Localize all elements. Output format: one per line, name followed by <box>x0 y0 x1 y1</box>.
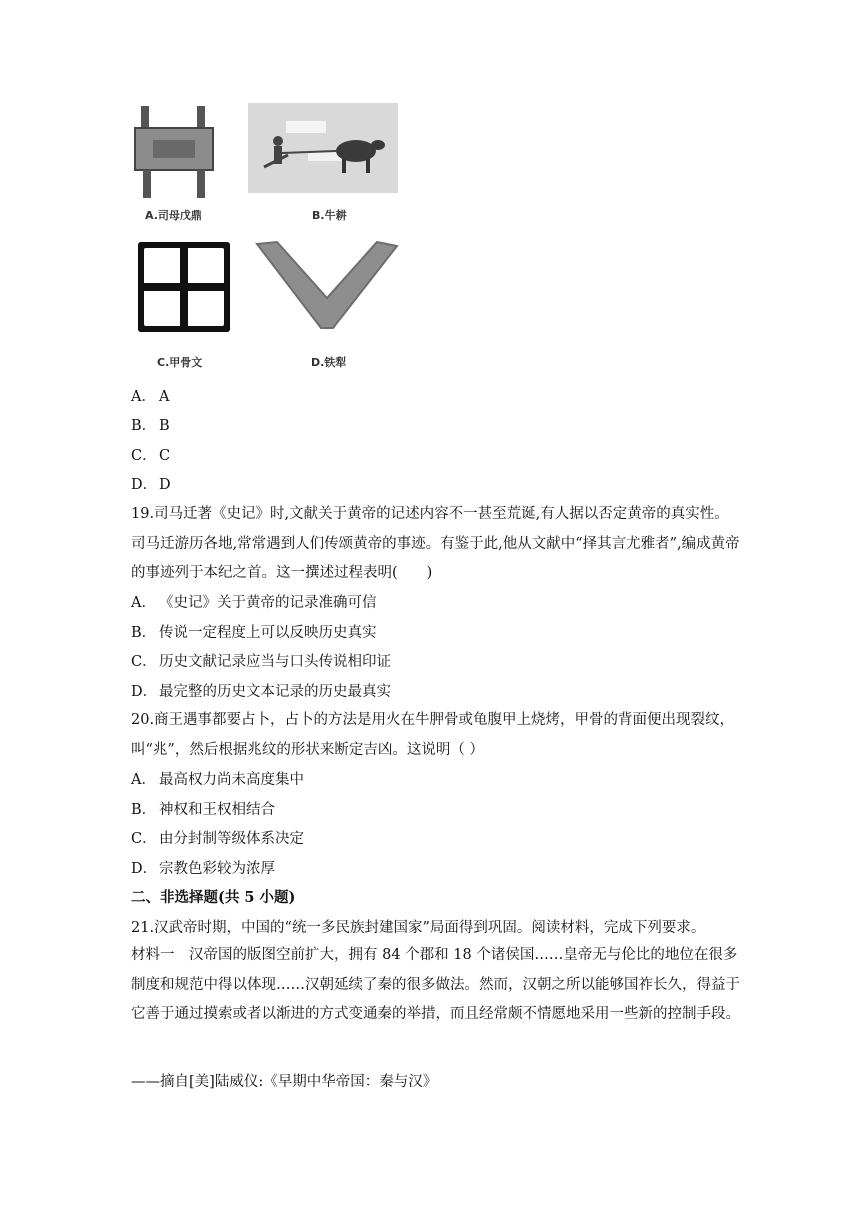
q19-option-d[interactable] <box>131 682 391 702</box>
option-letter: D． <box>131 684 158 700</box>
option-letter: B． <box>131 625 157 641</box>
q20-option-d[interactable] <box>131 859 275 879</box>
q20-stem: 20.商王遇事都要占卜，占卜的方法是用火在牛胛骨或龟腹甲上烧烤，甲骨的背面便出现裂纹，叫“兆”，然后根据兆纹的形状来断定吉凶。这说明（ ） <box>131 712 735 758</box>
section-title: 二、非选择题(共 5 小题) <box>131 889 296 906</box>
ox-plough-image <box>248 103 398 193</box>
oracle-bone-script-image <box>138 242 230 332</box>
q19-option-c[interactable] <box>131 652 391 672</box>
q21-stem: 21.汉武帝时期，中国的“统一多民族封建国家”局面得到巩固。阅读材料，完成下列要求。 <box>131 920 706 936</box>
option-letter: C． <box>131 654 157 670</box>
figure-d-caption: D.铁犁 <box>311 356 347 369</box>
option-text: D <box>159 477 171 493</box>
q19-option-b[interactable] <box>131 623 377 643</box>
q18-option-a[interactable] <box>131 387 169 407</box>
option-letter: B． <box>131 802 157 818</box>
bronze-ding-image <box>133 104 215 200</box>
option-text: 历史文献记录应当与口头传说相印证 <box>159 654 391 670</box>
option-letter: D． <box>131 861 158 877</box>
q19-stem: 19.司马迁著《史记》时,文献关于黄帝的记述内容不一甚至荒诞,有人据以否定黄帝的真实性。司马迁游历各地,常常遇到人们传颂黄帝的事迹。有鉴于此,他从文献中“择其言尤雅者”,编成黄帝的事迹列于本纪之首。这一撰述过程表明( ) <box>131 506 740 581</box>
option-letter: D． <box>131 477 158 493</box>
option-letter: A． <box>131 595 156 611</box>
q20-option-b[interactable] <box>131 800 275 820</box>
option-letter: A． <box>131 772 156 788</box>
q20-option-c[interactable] <box>131 829 304 849</box>
figure-a-caption: A.司母戊鼎 <box>145 209 202 222</box>
q19-option-a[interactable] <box>131 593 377 613</box>
option-letter: B． <box>131 418 157 434</box>
option-letter: C． <box>131 831 157 847</box>
option-text: A <box>159 389 170 405</box>
option-text: 神权和王权相结合 <box>159 802 275 818</box>
q21-source: ——摘自[美]陆威仪:《早期中华帝国：秦与汉》 <box>131 1074 438 1090</box>
q21-material: 材料一 汉帝国的版图空前扩大，拥有 84 个郡和 18 个诸侯国……皇帝无与伦比的地位在很多制度和规范中得以体现……汉朝延续了秦的很多做法。然而，汉朝之所以能够国祚长久，得益于它善于通过摸索或者以渐进的方式变通秦的举措，而且经常颇不情愿地采用一些新的控制手段。 <box>131 947 740 1022</box>
option-text: 最完整的历史文本记录的历史最真实 <box>159 684 391 700</box>
q18-option-c[interactable] <box>131 446 170 466</box>
option-letter: C． <box>131 448 157 464</box>
option-text: 由分封制等级体系决定 <box>159 831 304 847</box>
q20-option-a[interactable] <box>131 770 304 790</box>
option-text: 宗教色彩较为浓厚 <box>159 861 275 877</box>
q18-option-d[interactable] <box>131 475 171 495</box>
q18-option-b[interactable] <box>131 416 170 436</box>
option-text: 最高权力尚未高度集中 <box>159 772 304 788</box>
option-letter: A． <box>131 389 156 405</box>
option-text: C <box>159 448 171 464</box>
option-text: 传说一定程度上可以反映历史真实 <box>159 625 377 641</box>
figure-c-caption: C.甲骨文 <box>157 356 203 369</box>
figure-b-caption: B.牛耕 <box>312 209 347 222</box>
option-text: 《史记》关于黄帝的记录准确可信 <box>159 595 377 611</box>
iron-plough-image <box>255 240 399 332</box>
option-text: B <box>159 418 170 434</box>
